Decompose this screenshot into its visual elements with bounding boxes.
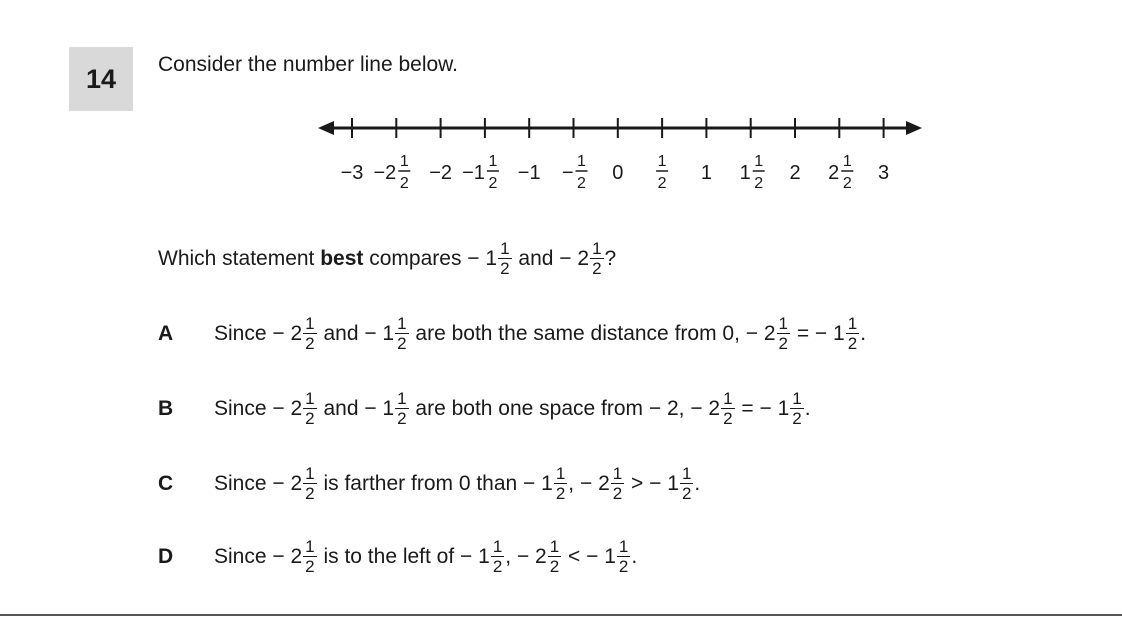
svg-text:2: 2 (577, 175, 586, 192)
choice-text (214, 465, 700, 502)
svg-text:1: 1 (842, 153, 852, 170)
question-number: 14 (85, 63, 117, 94)
choice-text-segment: . (694, 471, 701, 495)
fraction (790, 390, 803, 427)
svg-text:3: 3 (878, 162, 890, 184)
svg-text:1: 1 (739, 162, 751, 184)
tick-label (701, 162, 712, 184)
tick-label (462, 153, 499, 192)
fraction-denominator: 2 (305, 557, 315, 576)
fraction-numerator: 1 (397, 389, 407, 408)
choice-letter: C (158, 471, 174, 495)
fraction (491, 538, 504, 575)
choice-text-segment: is farther from 0 than − 1 (317, 471, 553, 495)
choice-text-segment: Since − 2 (214, 321, 303, 345)
choice-text-segment: < − 1 (562, 544, 616, 568)
fraction (395, 390, 408, 427)
fraction (303, 315, 316, 352)
svg-text:1: 1 (577, 153, 586, 170)
choice-text-segment: . (804, 396, 811, 420)
left-arrow-icon (318, 121, 334, 135)
choice-text-segment: = − 1 (791, 321, 845, 345)
tick-label (518, 162, 541, 184)
choice-text-segment: Since − 2 (214, 396, 303, 420)
stem-text: − 2 (559, 246, 590, 270)
choice-letter: B (158, 396, 174, 420)
fraction-numerator: 1 (397, 314, 407, 333)
stem-text: compares (363, 246, 462, 270)
fraction (721, 390, 734, 427)
fraction-denominator: 2 (778, 334, 788, 353)
choice-text-segment: and − 1 (317, 396, 395, 420)
tick-label (878, 162, 889, 184)
choice-text (214, 315, 866, 352)
fraction-numerator: 1 (847, 314, 858, 333)
fraction-denominator: 2 (555, 484, 566, 503)
stem-text: ? (604, 246, 617, 270)
fraction-denominator: 2 (500, 259, 510, 278)
svg-text:2: 2 (789, 162, 801, 184)
fraction-denominator: 2 (397, 409, 407, 428)
svg-text:−3: −3 (340, 162, 364, 184)
svg-text:−1: −1 (517, 162, 541, 184)
fraction-denominator: 2 (492, 557, 503, 576)
svg-text:−: − (561, 162, 574, 184)
svg-text:2: 2 (488, 175, 498, 192)
svg-text:2: 2 (399, 175, 409, 192)
choice-text-segment: = − 1 (735, 396, 790, 420)
fraction-numerator: 1 (305, 314, 315, 333)
svg-text:0: 0 (612, 162, 624, 184)
fraction-denominator: 2 (592, 259, 602, 278)
fraction-numerator: 1 (723, 389, 733, 408)
fraction (303, 538, 316, 575)
tick-label (740, 153, 765, 192)
svg-text:1: 1 (754, 153, 764, 170)
choice-letter: A (158, 321, 174, 345)
stem-text: − 1 (461, 246, 498, 270)
fraction-denominator: 2 (723, 409, 733, 428)
fraction-denominator: 2 (612, 484, 623, 503)
tick-label (828, 153, 853, 192)
choice-text (214, 390, 811, 427)
choice-text-segment: , − 2 (568, 471, 610, 495)
stem-text: and (512, 246, 560, 270)
fraction-numerator: 1 (305, 464, 315, 483)
fraction-numerator: 1 (618, 537, 629, 556)
fraction-denominator: 2 (305, 409, 315, 428)
answer-choice-c[interactable] (158, 465, 700, 502)
choice-text-segment: . (860, 321, 867, 345)
bottom-divider (0, 614, 1122, 616)
tick-label (429, 162, 452, 184)
fraction-denominator: 2 (305, 334, 315, 353)
fraction (777, 315, 790, 352)
svg-text:−1: −1 (462, 162, 485, 184)
fraction (611, 465, 624, 502)
question-number-badge (69, 47, 133, 111)
tick-label (789, 162, 800, 184)
svg-text:−2: −2 (429, 162, 453, 184)
fraction-numerator: 1 (555, 464, 566, 483)
choice-text-segment: is to the left of − 1 (317, 544, 490, 568)
fraction (498, 240, 511, 277)
tick-label (341, 162, 364, 184)
fraction-denominator: 2 (549, 557, 560, 576)
svg-text:2: 2 (828, 162, 840, 184)
answer-choice-b[interactable] (158, 390, 811, 427)
fraction-numerator: 1 (612, 464, 623, 483)
fraction (395, 315, 408, 352)
fraction (548, 538, 561, 575)
question-prompt: Consider the number line below. (158, 53, 459, 76)
choice-text-segment: are both one space from − 2, − 2 (409, 396, 721, 420)
choice-text-segment: Since − 2 (214, 544, 303, 568)
fraction-numerator: 1 (792, 389, 802, 408)
fraction (303, 390, 316, 427)
svg-text:1: 1 (657, 153, 667, 170)
question-stem (158, 240, 616, 277)
tick-label (612, 162, 623, 184)
fraction-numerator: 1 (500, 239, 510, 258)
fraction (680, 465, 693, 502)
choice-letter: D (158, 544, 174, 568)
fraction-numerator: 1 (681, 464, 692, 483)
choice-text-segment: , − 2 (505, 544, 547, 568)
number-line (310, 110, 930, 200)
stem-emphasis: best (320, 246, 364, 270)
fraction (303, 465, 316, 502)
choice-text-segment: > − 1 (625, 471, 679, 495)
fraction-denominator: 2 (681, 484, 692, 503)
fraction-numerator: 1 (305, 389, 315, 408)
choice-text-segment: and − 1 (317, 321, 395, 345)
fraction-denominator: 2 (305, 484, 315, 503)
fraction (590, 240, 603, 277)
fraction-numerator: 1 (778, 314, 788, 333)
svg-text:2: 2 (754, 175, 764, 192)
answer-choice-a[interactable] (158, 315, 866, 352)
fraction-numerator: 1 (305, 537, 315, 556)
tick-label (373, 153, 410, 192)
svg-text:−2: −2 (373, 162, 397, 184)
fraction-numerator: 1 (492, 537, 503, 556)
fraction (554, 465, 567, 502)
choice-text-segment: Since − 2 (214, 471, 303, 495)
fraction-denominator: 2 (397, 334, 407, 353)
choice-text (214, 538, 637, 575)
choice-text-segment: are both the same distance from 0, − 2 (409, 321, 776, 345)
fraction (846, 315, 859, 352)
svg-text:2: 2 (842, 175, 852, 192)
svg-text:1: 1 (700, 162, 712, 184)
tick-label (656, 153, 668, 192)
tick-label (562, 153, 588, 192)
fraction-numerator: 1 (549, 537, 560, 556)
answer-choice-d[interactable] (158, 538, 637, 575)
choice-text-segment: . (631, 544, 638, 568)
svg-text:1: 1 (399, 153, 409, 170)
svg-text:1: 1 (488, 153, 498, 170)
fraction-denominator: 2 (618, 557, 629, 576)
fraction-numerator: 1 (592, 239, 602, 258)
svg-text:2: 2 (657, 175, 667, 192)
fraction-denominator: 2 (792, 409, 802, 428)
stem-text: Which statement (158, 246, 321, 270)
right-arrow-icon (906, 121, 922, 135)
fraction (617, 538, 630, 575)
fraction-denominator: 2 (847, 334, 858, 353)
